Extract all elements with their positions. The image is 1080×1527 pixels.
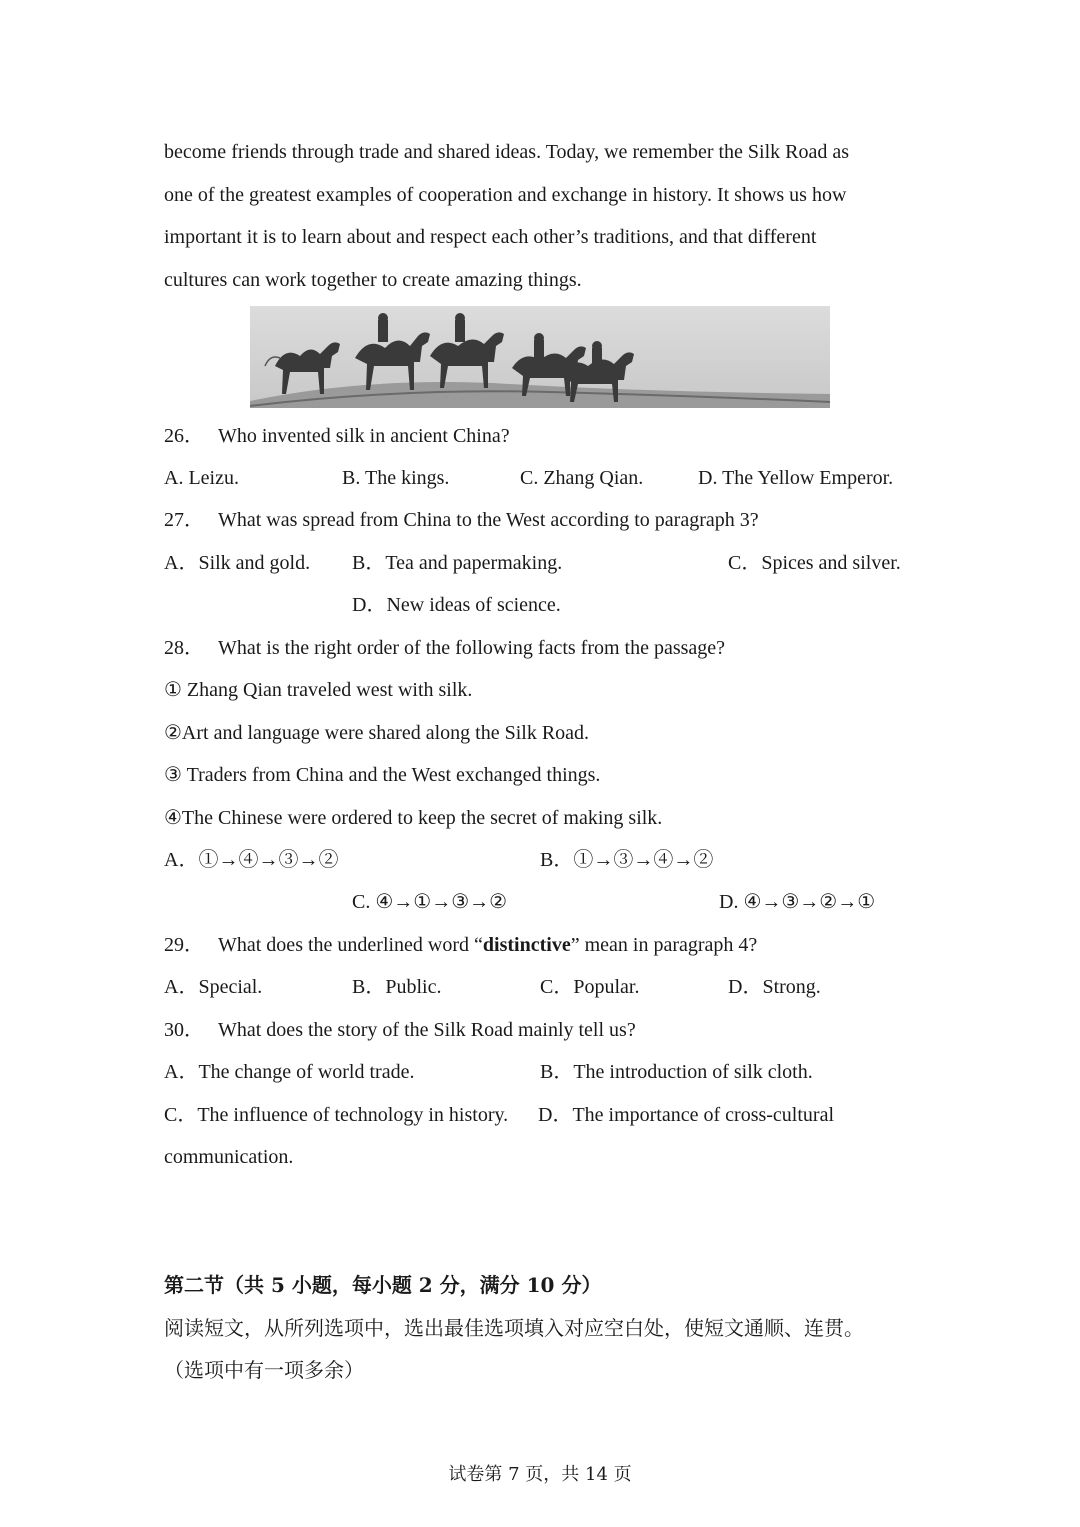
fact-item: ③ Traders from China and the West exchanged things. <box>164 764 601 786</box>
option-b: B．①→③→④→② <box>540 849 714 871</box>
underlined-keyword: distinctive <box>482 934 571 956</box>
passage-line: important it is to learn about and respect each other’s traditions, and that different <box>164 226 817 248</box>
option-b: B．Tea and papermaking. <box>352 552 563 574</box>
question-number: 26． <box>164 425 204 447</box>
option-d: D. ④→③→②→① <box>719 891 876 913</box>
question-text-before: What does the underlined word “ <box>218 934 483 956</box>
question-number: 27． <box>164 509 204 531</box>
option-a: A．Silk and gold. <box>164 552 311 574</box>
option-d: D. The Yellow Emperor. <box>698 467 894 489</box>
option-c: C．Spices and silver. <box>728 552 901 574</box>
option-a: A．Special. <box>164 976 263 998</box>
option-b: B．Public. <box>352 976 442 998</box>
option-d: D．Strong. <box>728 976 821 998</box>
option-c: C．The influence of technology in history. <box>164 1104 509 1126</box>
option-c: C．Popular. <box>540 976 640 998</box>
passage-line: one of the greatest examples of cooperation and exchange in history. It shows us how <box>164 183 847 206</box>
section-note: （选项中有一项多余） <box>164 1358 364 1382</box>
fact-item: ④The Chinese were ordered to keep the secret of making silk. <box>164 807 663 829</box>
section-instruction: 阅读短文，从所列选项中，选出最佳选项填入对应空白处，使短文通顺、连贯。 <box>164 1316 864 1340</box>
option-c: C. ④→①→③→② <box>352 891 508 913</box>
camel-caravan-illustration <box>250 306 830 408</box>
fact-item: ②Art and language were shared along the Silk Road. <box>164 722 590 744</box>
question-text: Who invented silk in ancient China? <box>218 425 510 447</box>
fact-item: ① Zhang Qian traveled west with silk. <box>164 679 473 701</box>
question-number: 30． <box>164 1019 204 1041</box>
option-a: A．The change of world trade. <box>164 1061 415 1083</box>
option-b: B．The introduction of silk cloth. <box>540 1061 813 1083</box>
passage-paragraph <box>164 131 924 301</box>
question-26 <box>164 416 510 456</box>
question-text: What does the story of the Silk Road mainly tell us? <box>218 1019 636 1041</box>
question-text: What was spread from China to the West according to paragraph 3? <box>218 509 759 531</box>
section-title: 第二节（共 5 小题，每小题 2 分，满分 10 分） <box>164 1273 602 1297</box>
option-b: B. The kings. <box>342 467 450 489</box>
question-number: 28． <box>164 637 204 659</box>
option-a: A．①→④→③→② <box>164 849 339 871</box>
page-footer: 试卷第 7 页，共 14 页 <box>448 1464 632 1485</box>
question-text-after: ” mean in paragraph 4? <box>570 934 758 956</box>
camel-caravan-image <box>250 306 830 408</box>
passage-line: cultures can work together to create amazing things. <box>164 268 582 291</box>
question-30 <box>164 1010 636 1050</box>
option-d-continuation: communication. <box>164 1146 294 1168</box>
question-28 <box>164 628 725 668</box>
question-text: What is the right order of the following facts from the passage? <box>218 637 726 659</box>
option-a: A. Leizu. <box>164 467 239 489</box>
question-29 <box>164 925 757 965</box>
question-number: 29． <box>164 934 204 956</box>
question-27 <box>164 500 759 540</box>
option-d: D．New ideas of science. <box>352 594 561 616</box>
passage-line: become friends through trade and shared ideas. Today, we remember the Silk Road as <box>164 141 850 163</box>
option-c: C. Zhang Qian. <box>520 467 644 489</box>
option-d: D．The importance of cross-cultural <box>538 1104 835 1126</box>
